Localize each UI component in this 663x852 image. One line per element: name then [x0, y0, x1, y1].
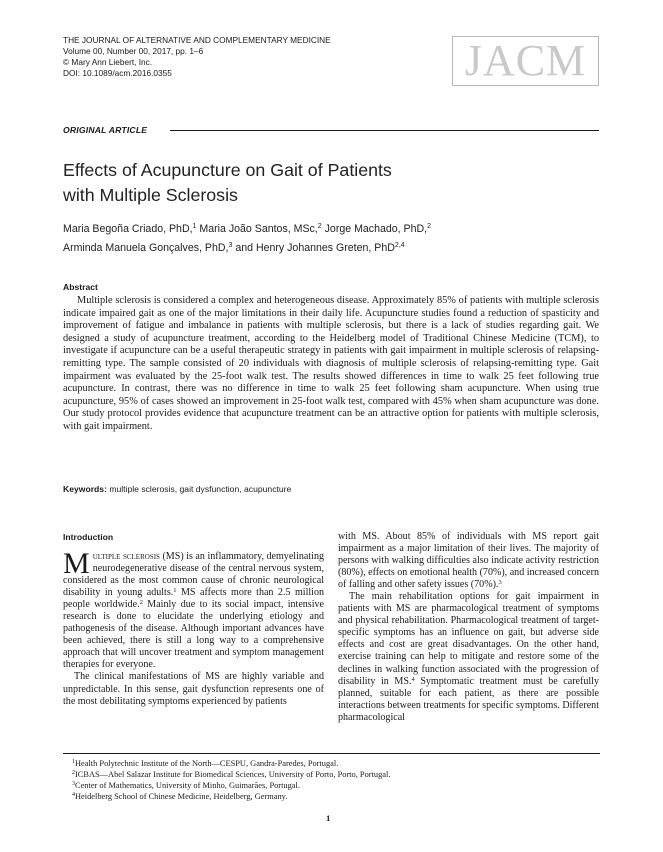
abstract-heading: Abstract	[63, 282, 98, 292]
footnote	[72, 758, 390, 769]
author-affiliation: 2,4	[394, 242, 405, 249]
drop-cap: M	[63, 547, 90, 580]
section-heading-introduction: Introduction	[63, 532, 114, 542]
abstract-text: Multiple sclerosis is considered a complex and heterogeneous disease. Approximately 85% of patients with multiple sclerosis indicate impaired gait as one of the major limitations in their daily life. Acupuncture studies found a reduction of spasticity and improvement of fatigue and imbalance in patients with multiple sclerosis, but there is a lack of studies regarding gait. We designed a study of acupuncture treatment, according to the Heidelberg model of Traditional Chinese Medicine (TCM), to investigate if acupuncture can be a useful therapeutic strategy in patients with gait impairment in multiple sclerosis of relapsing-remitting type. The sample consisted of 20 individuals with diagnosis of multiple sclerosis of relapsing-remitting type. Gait impairment was evaluated by the 25-foot walk test. The results showed differences in time to walk 25 feet following true acupuncture. In contrast, there was no difference in time to walk 25 feet following sham acupuncture. When using true acupuncture, 95% of cases showed an improvement in 25-foot walk test, compared with 45% when sham acupuncture was done. Our study protocol provides evidence that acupuncture treatment can be an attractive option for patients with multiple sclerosis, with gait impairment.	[63, 295, 599, 432]
footnote-text: Health Polytechnic Institute of the North—CESPU, Gandra-Paredes, Portugal.	[75, 759, 339, 768]
intro-text: Mainly due to its social impact, intensive research is done to elucidate the underlying etiology and pathogenesis of the disease. Although important advances have been achieved, there is still a long way to a comprehensive approach that will uncover treatment and symptom management therapies for everyone.	[63, 599, 324, 671]
intro-text: MS affects more than 2.5 million people worldwide.	[63, 587, 324, 611]
intro-paragraph-1	[63, 547, 324, 671]
title-line-1: Effects of Acupuncture on Gait of Patients	[63, 160, 392, 180]
author-affiliation: 2	[317, 223, 322, 230]
intro-text: (MS) is an inflammatory, demyelinating neurodegenerative disease of the central nervous system, considered as the most common cause of chronic neurological disability in young adults.	[63, 551, 324, 599]
header-rule	[170, 130, 599, 131]
title-line-2: with Multiple Sclerosis	[63, 185, 238, 205]
author-affiliation: 1	[192, 223, 197, 230]
affiliation-footnotes	[72, 758, 390, 802]
citation-ref: 4	[411, 675, 415, 683]
journal-logo-text: JACM	[464, 36, 587, 85]
footnote-number: 3	[72, 781, 75, 787]
citation-ref: 3	[498, 579, 502, 587]
author-line-1	[63, 220, 593, 239]
footnote-number: 1	[72, 759, 75, 765]
footnote-number: 2	[72, 770, 75, 776]
journal-logo	[452, 36, 599, 86]
intro-paragraph-3	[338, 591, 599, 724]
journal-name: THE JOURNAL OF ALTERNATIVE AND COMPLEMENTARY MEDICINE	[63, 35, 331, 45]
author-affiliation: 3	[228, 242, 233, 249]
article-title	[63, 158, 583, 208]
citation-ref: 2	[139, 599, 143, 607]
footnote-rule	[63, 753, 600, 754]
footnote-number: 4	[72, 792, 75, 798]
doi-line: DOI: 10.1089/acm.2016.0355	[63, 68, 172, 78]
author-name: Henry Johannes Greten, PhD	[255, 242, 395, 254]
intro-text: with MS. About 85% of individuals with MS report gait impairment as a major limitation of their lives. The majority of persons with walking difficulties also indicate activity restriction (80%), effects on emotional health (70%), and increased concern of falling and other safety issues (70%).	[338, 531, 599, 591]
keywords-text: multiple sclerosis, gait dysfunction, acupuncture	[106, 484, 292, 494]
footnote	[72, 769, 390, 780]
footnote-text: Center of Mathematics, University of Minho, Guimarães, Portugal.	[75, 781, 300, 790]
intro-text: Symptomatic treatment must be carefully planned, suitable for each patient, as there are possible interactions between treatments for specific symptoms. Different pharmacological	[338, 675, 599, 723]
intro-lead-smallcaps: ultiple sclerosis	[92, 551, 160, 562]
volume-line: Volume 00, Number 00, 2017, pp. 1–6	[63, 46, 204, 56]
page-number: 1	[326, 813, 331, 823]
footnote-text: Heidelberg School of Chinese Medicine, Heidelberg, Germany.	[75, 792, 288, 801]
author-line-2	[63, 239, 593, 258]
author-list	[63, 220, 593, 258]
intro-paragraph-continued	[338, 531, 599, 591]
author-separator: and	[232, 242, 256, 254]
author-name: Arminda Manuela Gonçalves, PhD,	[63, 242, 229, 254]
footnote	[72, 791, 390, 802]
footnote-text: ICBAS—Abel Salazar Institute for Biomedical Sciences, University of Porto, Porto, Portugal.	[75, 770, 391, 779]
author-name: Jorge Machado, PhD,	[324, 223, 428, 235]
intro-paragraph-2: The clinical manifestations of MS are highly variable and unpredictable. In this sense, gait dysfunction represents one of the most debilitating symptoms experienced by patients	[63, 671, 324, 707]
footnote	[72, 780, 390, 791]
author-name: Maria Begoña Criado, PhD,	[63, 223, 193, 235]
journal-info	[63, 35, 331, 79]
article-type: ORIGINAL ARTICLE	[63, 125, 148, 135]
citation-ref: 1	[173, 587, 177, 595]
body-column-right	[338, 531, 599, 724]
copyright-line: © Mary Ann Liebert, Inc.	[63, 57, 153, 67]
author-affiliation: 2	[427, 223, 431, 230]
intro-text: The main rehabilitation options for gait impairment in patients with MS are pharmacological treatment of symptoms and physical rehabilitation. Pharmacological treatment of target-specific symptoms has an influence on gait, but adverse side effects and cost are great disadvantages. On the other hand, exercise training can help to mitigate and restore some of the declines in walking function associated with the progression of disability in MS.	[338, 591, 599, 687]
keywords	[63, 484, 599, 494]
body-column-left	[63, 532, 324, 708]
keywords-label: Keywords:	[63, 484, 107, 494]
author-name: Maria João Santos, MSc,	[199, 223, 318, 235]
